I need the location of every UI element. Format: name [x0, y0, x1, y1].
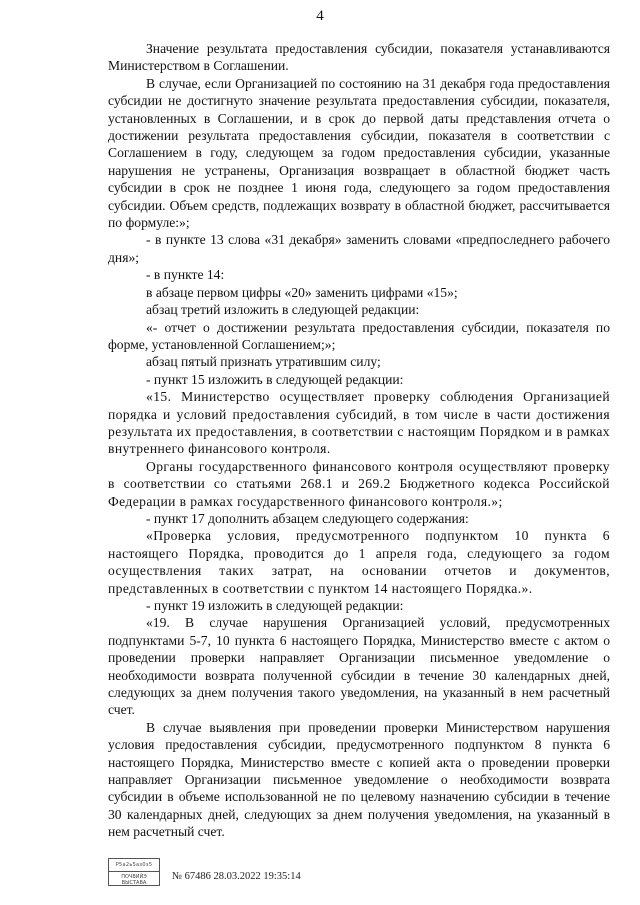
paragraph: - в пункте 14: [146, 267, 225, 283]
footer [108, 858, 508, 890]
paragraph: Значение результата предоставления субсидии, показателя устанавливаются Министерством в Соглашении. [108, 41, 610, 74]
registration-stamp [108, 858, 160, 886]
paragraph: В случае выявления при проведении проверки Министерством нарушения условия предоставления субсидии, предусмотренного подпунктом 8 пункта 6 настоящего Порядка, Министерство вместе с копией акта о проведении проверки направляет Организации письменное уведомление о необходимости возврата субсидии в объеме использованной не по целевому назначению субсидии в течение 30 календарных дней, следующих за днем получения уведомления, на указанный в нем расчетный счет. [108, 719, 610, 840]
paragraph: - пункт 19 изложить в следующей редакции: [146, 598, 404, 613]
stamp-line: Р5а2ь5аз0з5 [115, 862, 153, 868]
paragraph: «Проверка условия, предусмотренного подпунктом 10 пункта 6 настоящего Порядка, проводится до 1 апреля года, следующего за годом осуществления таких затрат, на основании отчетов и документов, представленных в соответствии с пунктом 14 настоящего Порядка.». [108, 528, 610, 596]
paragraph: Органы государственного финансового контроля осуществляют проверку в соответствии со статьями 268.1 и 269.2 Бюджетного кодекса Российской Федерации в рамках государственного финансового контроля.»; [108, 458, 610, 509]
paragraph: абзац пятый признать утратившим силу; [146, 354, 381, 370]
page-number: 4 [316, 8, 324, 24]
paragraph: В случае, если Организацией по состоянию на 31 декабря года предоставления субсидии не достигнуто значение результата предоставления субсидии, показателя, установленных в Соглашении, и в срок до первой даты представления отчета о достижении результата предоставления субсидии, показателя в соответствии с Соглашением в году, следующем за годом предоставления субсидии, указанные нарушения не устранены, Организация возвращает в областной бюджет часть субсидии в срок не позднее 1 июня года, следующего за годом предоставления субсидии. Объем средств, подлежащих возврату в областной бюджет, рассчитывается по формуле:»; [108, 75, 610, 231]
document-body [108, 40, 610, 841]
paragraph: абзац третий изложить в следующей редакции: [146, 302, 420, 318]
paragraph: - в пункте 13 слова «31 декабря» заменить словами «предпоследнего рабочего дня»; [108, 232, 610, 265]
paragraph: - пункт 15 изложить в следующей редакции: [146, 371, 404, 387]
paragraph: «19. В случае нарушения Организацией условий, предусмотренных подпунктами 5-7, 10 пункта 6 настоящего Порядка, Министерство вместе с актом о проведении проверки направляет Организации письменное уведомление о необходимости возврата полученной субсидии в течение 30 календарных дней, следующих за днем получения такого уведомления, на указанный в нем расчетный счет. [108, 615, 610, 718]
document-id: № 67486 28.03.2022 19:35:14 [172, 871, 301, 882]
paragraph: «15. Министерство осуществляет проверку соблюдения Организацией порядка и условий предоставления субсидий, в том числе в части достижения результата их предоставления, в соответствии с настоящим Порядком и в рамках внутреннего финансового контроля. [108, 389, 610, 457]
paragraph: «- отчет о достижении результата предоставления субсидии, показателя по форме, установленной Соглашением;»; [108, 319, 610, 352]
paragraph: в абзаце первом цифры «20» заменить цифрами «15»; [146, 284, 458, 300]
paragraph: - пункт 17 дополнить абзацем следующего содержания: [146, 510, 469, 526]
stamp-line: ПОЧВИЙЭ ВЫСТАВА [109, 871, 159, 886]
